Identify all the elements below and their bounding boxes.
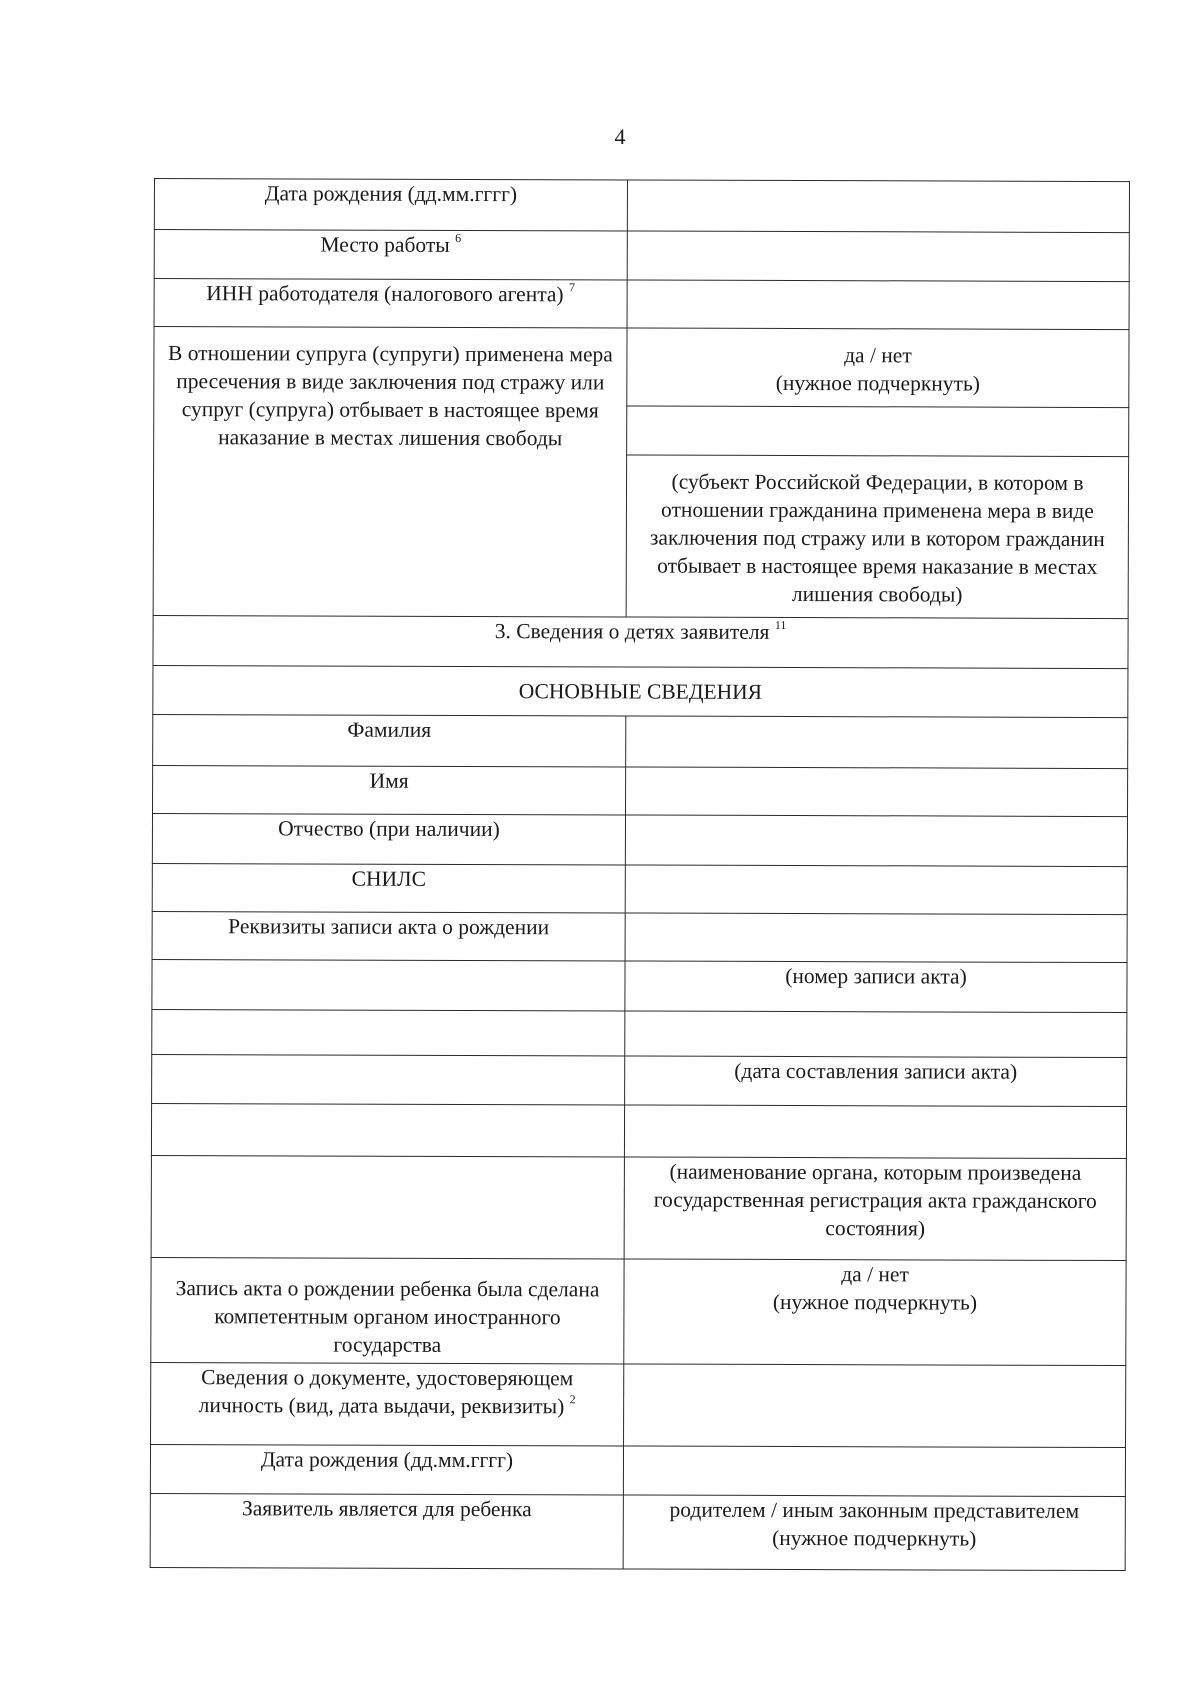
child-applicant-role-label: Заявитель является для ребенка	[150, 1493, 623, 1568]
empty-cell	[152, 1009, 625, 1055]
page-number: 4	[614, 124, 626, 149]
spouse-birth-date-field[interactable]	[627, 180, 1129, 233]
child-foreign-record-choice[interactable]	[624, 1259, 1126, 1366]
child-record-authority-hint-row	[151, 1155, 1126, 1260]
spouse-workplace-label	[154, 230, 627, 280]
child-birth-date-row	[150, 1444, 1125, 1496]
application-form-table	[150, 178, 1130, 1571]
spouse-workplace-field[interactable]	[627, 231, 1129, 282]
child-record-date-hint: (дата составления записи акта)	[625, 1056, 1127, 1107]
child-record-date-field[interactable]	[625, 1011, 1127, 1058]
footnote-mark: 7	[568, 280, 576, 295]
child-applicant-role-hint: (нужное подчеркнуть)	[772, 1525, 977, 1551]
spouse-birth-date-label: Дата рождения (дд.мм.гггг)	[154, 179, 627, 231]
spouse-workplace-row	[154, 230, 1129, 282]
child-surname-label: Фамилия	[153, 714, 626, 766]
children-subsection-row	[153, 665, 1128, 717]
child-applicant-role-choice-text: родителем / иным законным представителем	[669, 1497, 1080, 1523]
child-foreign-record-label: Запись акта о рождении ребенка была сделана компетентным органом иностранного государства	[151, 1257, 624, 1363]
child-record-number-hint-row	[152, 959, 1127, 1012]
child-id-document-text: Сведения о документе, удостоверяющем личность (вид, дата выдачи, реквизиты)	[198, 1365, 574, 1419]
spouse-detention-region-hint: (субъект Российской Федерации, в котором в отношении гражданина применена мера в виде заключения под стражу или в котором гражданин отбывает в настоящее время наказание в местах лишения свободы)	[626, 455, 1129, 619]
child-applicant-role-row	[150, 1493, 1125, 1570]
child-surname-row	[153, 714, 1128, 768]
child-snils-label: СНИЛС	[152, 863, 625, 912]
child-record-authority-hint: (наименование органа, которым произведена государственная регистрация акта гражданского состояния)	[624, 1157, 1126, 1261]
child-name-label: Имя	[153, 765, 626, 814]
child-record-number-hint: (номер записи акта)	[625, 961, 1127, 1013]
child-birth-date-label: Дата рождения (дд.мм.гггг)	[150, 1444, 623, 1494]
footnote-mark: 2	[569, 1392, 576, 1407]
child-patronymic-label: Отчество (при наличии)	[152, 813, 625, 864]
children-subsection-title: ОСНОВНЫЕ СВЕДЕНИЯ	[153, 665, 1128, 717]
child-id-document-label	[151, 1362, 624, 1445]
child-foreign-record-choice-text: да / нет	[841, 1262, 909, 1287]
spouse-detention-choice[interactable]	[627, 328, 1129, 408]
child-name-row	[153, 765, 1128, 816]
child-id-document-row	[151, 1362, 1126, 1447]
child-record-date-hint-row	[152, 1054, 1127, 1106]
footnote-mark: 6	[455, 230, 462, 245]
spouse-employer-inn-label	[154, 279, 627, 328]
child-foreign-record-hint: (нужное подчеркнуть)	[772, 1289, 978, 1315]
spouse-employer-inn-row	[154, 279, 1129, 330]
child-record-date-row	[152, 1009, 1127, 1057]
spouse-detention-choice-text: да / нет	[844, 343, 912, 368]
spouse-detention-row	[154, 327, 1129, 408]
spouse-employer-inn-field[interactable]	[627, 280, 1129, 330]
empty-cell	[152, 1054, 625, 1104]
children-section-row	[153, 615, 1128, 668]
spouse-detention-region-field[interactable]	[627, 406, 1129, 457]
spouse-birth-date-row	[154, 179, 1129, 233]
child-applicant-role-choice[interactable]	[623, 1495, 1125, 1571]
child-birth-record-label: Реквизиты записи акта о рождении	[152, 911, 625, 960]
child-surname-field[interactable]	[626, 716, 1128, 769]
child-name-field[interactable]	[626, 767, 1128, 817]
child-birth-record-field[interactable]	[625, 913, 1127, 963]
child-birth-date-field[interactable]	[623, 1446, 1125, 1497]
footnote-mark: 11	[774, 617, 787, 632]
child-snils-row	[152, 863, 1127, 914]
child-id-document-field[interactable]	[624, 1364, 1126, 1448]
child-birth-record-row	[152, 911, 1127, 962]
empty-cell	[151, 1155, 624, 1258]
child-record-authority-row	[151, 1103, 1126, 1158]
empty-cell	[152, 959, 625, 1010]
spouse-detention-label: В отношении супруга (супруги) применена мера пресечения в виде заключения под стражу или супруг (супруга) отбывает в настоящее время наказание в местах лишения свободы	[153, 327, 627, 617]
spouse-workplace-text: Место работы	[320, 232, 450, 257]
child-record-authority-field[interactable]	[624, 1105, 1126, 1159]
child-patronymic-row	[152, 813, 1127, 866]
child-snils-field[interactable]	[625, 865, 1127, 915]
child-foreign-record-row	[151, 1257, 1126, 1365]
child-patronymic-field[interactable]	[625, 815, 1127, 867]
children-section-text: 3. Сведения о детях заявителя	[494, 619, 770, 644]
children-section-title	[153, 615, 1128, 668]
spouse-employer-inn-text: ИНН работодателя (налогового агента)	[206, 281, 564, 307]
spouse-detention-hint: (нужное подчеркнуть)	[775, 370, 980, 396]
empty-cell	[151, 1103, 624, 1156]
